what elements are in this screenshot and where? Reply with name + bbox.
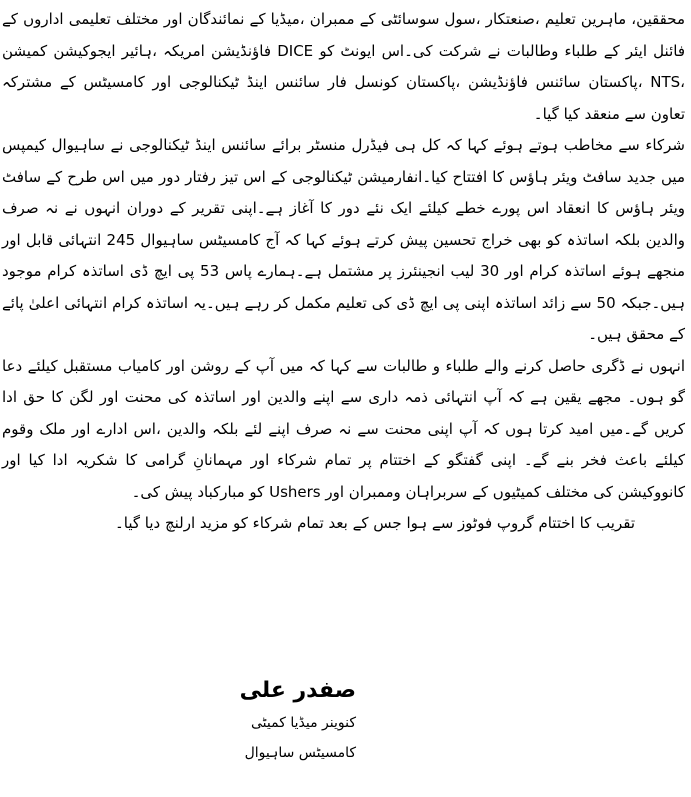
paragraph-graduates: انہوں نے ڈگری حاصل کرنے والے طلباء و طالبات سے کہا کہ میں آپ کے روشن اور کامیاب مستقبل کیلئے دعا گو ہوں۔ مجھے یقین ہے کہ آپ انتہائی ذمہ داری سے اپنے والدین اور اساتذہ کی محنت اور لگن کا حق ادا کریں گے۔میں امید کرتا ہوں کہ آپ اپنی محنت سے نہ صرف اپنے لئے بلکہ والدین ،اس ادارے اور ملک وقوم کیلئے باعث فخر بنے گے۔ اپنی گفتگو کے اختتام پر تمام شرکاء اور مہمانانِ گرامی کا شکریہ ادا کیا اور کانووکیشن کی مختلف کمیٹیوں کے سربراہان وممبران اور Ushers کو مبارکباد پیش کی۔ xyxy=(2,356,685,501)
paragraph-closing: تقریب کا اختتام گروپ فوٹوز سے ہوا جس کے بعد تمام شرکاء کو مزید ارلنچ دیا گیا۔ xyxy=(114,514,635,532)
paragraph-participants: محققین، ماہرین تعلیم ،صنعتکار ،سول سوسائٹی کے ممبران ،میڈیا کے نمائندگان اور مختلف تعلیمی اداروں کے فائنل ایئر کے طلباء وطالبات نے شرکت کی۔اس ایونٹ کو DICE فاؤنڈیشن امریکہ ،ہائیر ایجوکیشن کمیشن ،NTS ،پاکستان سائنس فاؤنڈیشن ،پاکستان کونسل فار سائنس اینڈ ٹیکنالوجی اور کامسیٹس کے مشترکہ تعاون سے منعقد کیا گیا۔ xyxy=(2,10,685,123)
signature-block xyxy=(240,674,356,768)
signature-name: صفدر علی xyxy=(239,678,356,703)
paragraph-speech: شرکاء سے مخاطب ہوتے ہوئے کہا کہ کل ہی فیڈرل منسٹر برائے سائنس اینڈ ٹیکنالوجی نے ساہیوال کیمپس میں جدید سافٹ ویئر ہاؤس کا افتتاح کیا۔انفارمیشن ٹیکنالوجی کے اس تیز رفتار دور میں اس طرح کے سافٹ ویئر ہاؤس کا انعقاد اس پورے خطے کیلئے ایک نئے دور کا آغاز ہے۔اپنی تقریر کے دوران انہوں نے نہ صرف والدین بلکہ اساتذہ کو بھی خراج تحسین پیش کرتے ہوئے کہا کہ آج کامسیٹس ساہیوال 245 انتہائی قابل اور منجھے ہوئے اساتذہ کرام اور 30 لیب انجینئرز پر مشتمل ہے۔ہمارے پاس 53 پی ایچ ڈی اساتذہ کرام موجود ہیں۔جبکہ 50 سے زائد اساتذہ اپنی پی ایچ ڈی کی تعلیم مکمل کر رہے ہیں۔یہ اساتذہ کرام انتہائی اعلیٰ پائے کے محقق ہیں۔ xyxy=(2,136,686,343)
signature-organization: کامسیٹس ساہیوال xyxy=(244,745,356,761)
signature-title: کنوینر میڈیا کمیٹی xyxy=(251,715,356,731)
